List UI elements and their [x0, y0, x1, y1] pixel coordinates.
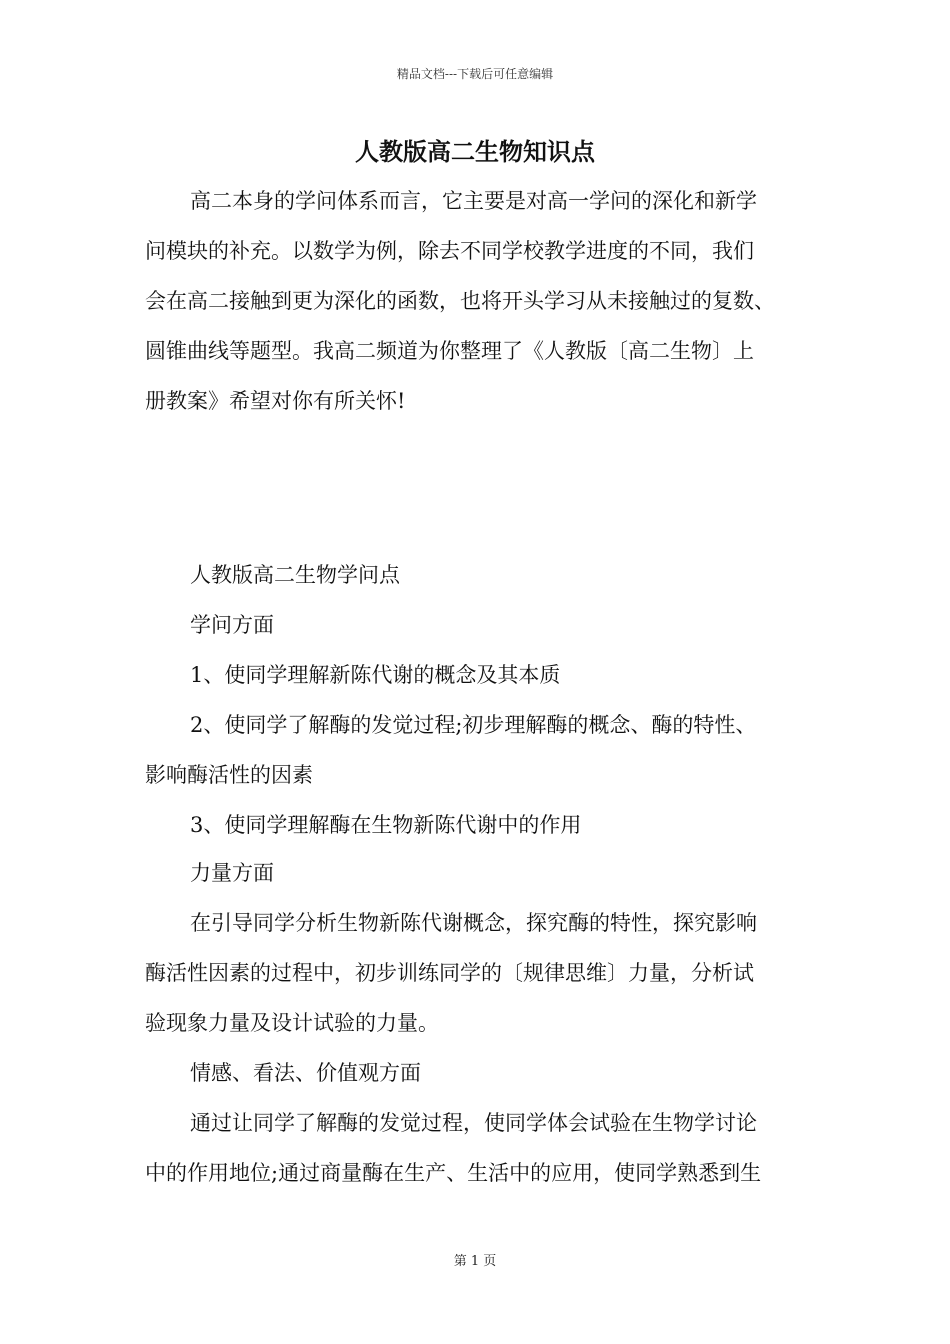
ability-heading: 力量方面	[190, 861, 274, 885]
knowledge-heading: 学问方面	[190, 613, 274, 637]
page-number: 第 1 页	[453, 1254, 497, 1269]
emotion-line-2: 中的作用地位;通过商量酶在生产、生活中的应用，使同学熟悉到生	[145, 1161, 762, 1185]
intro-line-2: 问模块的补充。以数学为例，除去不同学校教学进度的不同，我们	[145, 239, 754, 263]
document-title: 人教版高二生物知识点	[355, 137, 595, 166]
ability-line-3: 验现象力量及设计试验的力量。	[145, 1011, 439, 1035]
ability-line-2: 酶活性因素的过程中，初步训练同学的〔规律思维〕力量，分析试	[145, 961, 754, 985]
intro-line-4: 圆锥曲线等题型。我高二频道为你整理了《人教版〔高二生物〕上	[145, 339, 754, 363]
knowledge-item-3: 3、使同学理解酶在生物新陈代谢中的作用	[190, 813, 582, 837]
emotion-heading: 情感、看法、价值观方面	[190, 1061, 421, 1085]
knowledge-item-1: 1、使同学理解新陈代谢的概念及其本质	[190, 663, 561, 687]
ability-line-1: 在引导同学分析生物新陈代谢概念，探究酶的特性，探究影响	[190, 911, 757, 935]
emotion-line-1: 通过让同学了解酶的发觉过程，使同学体会试验在生物学讨论	[190, 1111, 757, 1135]
section-heading: 人教版高二生物学问点	[190, 563, 400, 587]
intro-line-5: 册教案》希望对你有所关怀!	[145, 389, 406, 413]
knowledge-item-2-line-2: 影响酶活性的因素	[145, 763, 313, 787]
intro-line-1: 高二本身的学问体系而言，它主要是对高一学问的深化和新学	[190, 189, 757, 213]
document-header-note: 精品文档---下载后可任意编辑	[396, 67, 554, 81]
knowledge-item-2-line-1: 2、使同学了解酶的发觉过程;初步理解酶的概念、酶的特性、	[190, 713, 757, 737]
intro-line-3: 会在高二接触到更为深化的函数，也将开头学习从未接触过的复数、	[145, 289, 775, 313]
